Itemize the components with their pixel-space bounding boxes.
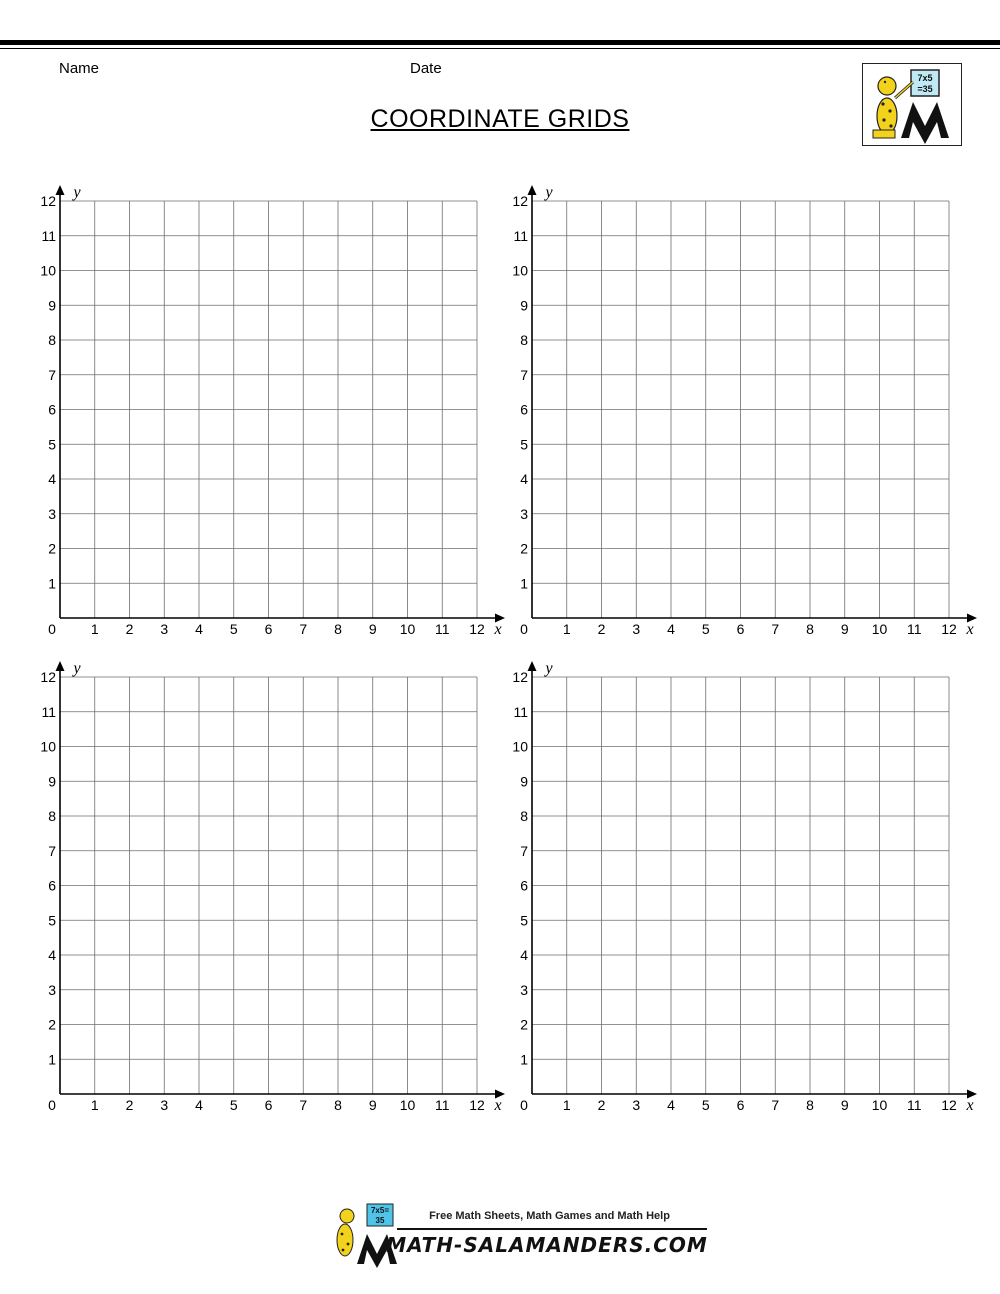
x-tick-label: 5 — [701, 1097, 710, 1113]
x-tick-label: 3 — [632, 621, 641, 637]
footer-tagline: Free Math Sheets, Math Games and Math Help — [429, 1210, 670, 1222]
x-tick-label: 10 — [399, 1097, 416, 1113]
y-tick-label: 7 — [520, 366, 528, 383]
y-axis-label: y — [545, 184, 553, 201]
footer-salamander-body — [337, 1224, 353, 1256]
footer-rule — [397, 1228, 707, 1230]
y-tick-label: 5 — [48, 436, 56, 453]
y-tick-label: 8 — [520, 332, 528, 348]
y-tick-label: 1 — [520, 575, 528, 592]
x-tick-label: 11 — [434, 1097, 450, 1113]
y-axis-arrow — [528, 661, 537, 671]
footer-board-line1: 7x5= — [370, 1206, 390, 1215]
y-axis-label: y — [73, 660, 81, 677]
y-tick-label: 7 — [48, 842, 56, 859]
y-tick-label: 6 — [520, 877, 528, 894]
y-tick-label: 10 — [40, 738, 56, 755]
x-tick-label: 6 — [736, 1097, 745, 1113]
x-tick-label: 3 — [160, 621, 169, 637]
y-tick-label: 2 — [48, 540, 56, 557]
y-tick-label: 8 — [48, 332, 56, 348]
footer-board-line2: 35 — [375, 1216, 385, 1225]
y-axis-arrow — [56, 185, 65, 195]
footer-site-name: MATH-SALAMANDERS.COM — [386, 1233, 708, 1257]
y-tick-label: 7 — [48, 366, 56, 383]
y-tick-label: 3 — [48, 981, 56, 998]
x-tick-label: 1 — [562, 1097, 571, 1113]
coordinate-grid-2 — [512, 184, 977, 638]
y-tick-label: 9 — [520, 297, 528, 314]
x-tick-label: 2 — [597, 1097, 606, 1113]
y-tick-label: 2 — [520, 1016, 528, 1033]
date-label: Date — [410, 60, 442, 77]
x-axis-label: x — [494, 1097, 502, 1114]
y-tick-label: 2 — [520, 540, 528, 557]
y-axis-label: y — [73, 184, 81, 201]
footer-spot — [342, 1249, 345, 1252]
x-tick-label: 5 — [229, 621, 238, 637]
logo-board-line2: =35 — [917, 84, 933, 94]
coordinate-grid-1 — [40, 184, 505, 638]
y-tick-label: 10 — [512, 738, 528, 755]
x-tick-label: 9 — [368, 621, 377, 637]
y-tick-label: 1 — [520, 1051, 528, 1068]
y-tick-label: 6 — [48, 401, 56, 418]
x-tick-label: 0 — [520, 1097, 528, 1113]
y-tick-label: 11 — [513, 227, 528, 244]
x-tick-label: 4 — [667, 1097, 675, 1113]
y-tick-label: 6 — [520, 401, 528, 418]
y-tick-label: 8 — [520, 808, 528, 824]
x-tick-label: 12 — [941, 621, 957, 637]
x-tick-label: 1 — [90, 621, 99, 637]
x-tick-label: 0 — [48, 621, 56, 637]
y-tick-label: 11 — [513, 703, 528, 720]
x-tick-label: 9 — [840, 621, 849, 637]
x-axis-label: x — [494, 621, 502, 638]
y-tick-label: 3 — [520, 981, 528, 998]
y-tick-label: 11 — [41, 703, 56, 720]
x-tick-label: 10 — [871, 621, 888, 637]
footer-spot — [347, 1243, 350, 1246]
x-tick-label: 12 — [469, 1097, 485, 1113]
y-tick-label: 4 — [48, 947, 56, 963]
coordinate-grid-4 — [512, 660, 977, 1114]
y-tick-label: 6 — [48, 877, 56, 894]
x-tick-label: 5 — [701, 621, 710, 637]
x-tick-label: 6 — [264, 1097, 273, 1113]
x-tick-label: 4 — [195, 621, 203, 637]
x-tick-label: 6 — [264, 621, 273, 637]
y-tick-label: 9 — [48, 297, 56, 314]
coordinate-grid-3 — [40, 660, 505, 1114]
y-tick-label: 1 — [48, 1051, 56, 1068]
y-tick-label: 5 — [48, 912, 56, 929]
x-axis-label: x — [966, 621, 974, 638]
y-tick-label: 9 — [48, 773, 56, 790]
y-tick-label: 5 — [520, 436, 528, 453]
y-tick-label: 4 — [520, 947, 528, 963]
footer-salamander-head — [340, 1209, 354, 1223]
x-tick-label: 0 — [520, 621, 528, 637]
x-tick-label: 11 — [906, 621, 922, 637]
x-tick-label: 4 — [667, 621, 675, 637]
x-tick-label: 7 — [299, 621, 308, 637]
y-tick-label: 12 — [40, 669, 56, 685]
y-tick-label: 12 — [512, 669, 528, 685]
y-axis-label: y — [545, 660, 553, 677]
y-tick-label: 10 — [512, 262, 528, 279]
y-tick-label: 8 — [48, 808, 56, 824]
y-tick-label: 11 — [41, 227, 56, 244]
x-tick-label: 6 — [736, 621, 745, 637]
x-tick-label: 5 — [229, 1097, 238, 1113]
logo-board-line1: 7x5 — [917, 73, 933, 83]
x-tick-label: 2 — [125, 1097, 134, 1113]
y-tick-label: 3 — [520, 505, 528, 522]
x-tick-label: 9 — [840, 1097, 849, 1113]
y-tick-label: 10 — [40, 262, 56, 279]
y-tick-label: 1 — [48, 575, 56, 592]
x-tick-label: 12 — [941, 1097, 957, 1113]
x-tick-label: 9 — [368, 1097, 377, 1113]
x-tick-label: 1 — [90, 1097, 99, 1113]
x-tick-label: 0 — [48, 1097, 56, 1113]
x-tick-label: 1 — [562, 621, 571, 637]
y-tick-label: 7 — [520, 842, 528, 859]
x-tick-label: 2 — [597, 621, 606, 637]
x-tick-label: 10 — [871, 1097, 888, 1113]
x-tick-label: 3 — [160, 1097, 169, 1113]
y-tick-label: 4 — [520, 471, 528, 487]
y-tick-label: 9 — [520, 773, 528, 790]
y-axis-arrow — [56, 661, 65, 671]
y-tick-label: 4 — [48, 471, 56, 487]
footer-spot — [341, 1233, 344, 1236]
x-tick-label: 8 — [334, 621, 342, 637]
x-axis-label: x — [966, 1097, 974, 1114]
page-title: COORDINATE GRIDS — [370, 105, 630, 133]
name-label: Name — [59, 60, 100, 77]
x-tick-label: 11 — [906, 1097, 922, 1113]
x-tick-label: 8 — [334, 1097, 342, 1113]
x-tick-label: 7 — [299, 1097, 308, 1113]
x-tick-label: 12 — [469, 621, 485, 637]
y-tick-label: 5 — [520, 912, 528, 929]
x-tick-label: 3 — [632, 1097, 641, 1113]
y-tick-label: 12 — [512, 193, 528, 209]
x-tick-label: 7 — [771, 621, 780, 637]
y-tick-label: 3 — [48, 505, 56, 522]
y-tick-label: 2 — [48, 1016, 56, 1033]
x-tick-label: 2 — [125, 621, 134, 637]
x-tick-label: 8 — [806, 621, 814, 637]
x-tick-label: 7 — [771, 1097, 780, 1113]
x-tick-label: 11 — [434, 621, 450, 637]
y-tick-label: 12 — [40, 193, 56, 209]
x-tick-label: 4 — [195, 1097, 203, 1113]
x-tick-label: 10 — [399, 621, 416, 637]
y-axis-arrow — [528, 185, 537, 195]
x-tick-label: 8 — [806, 1097, 814, 1113]
